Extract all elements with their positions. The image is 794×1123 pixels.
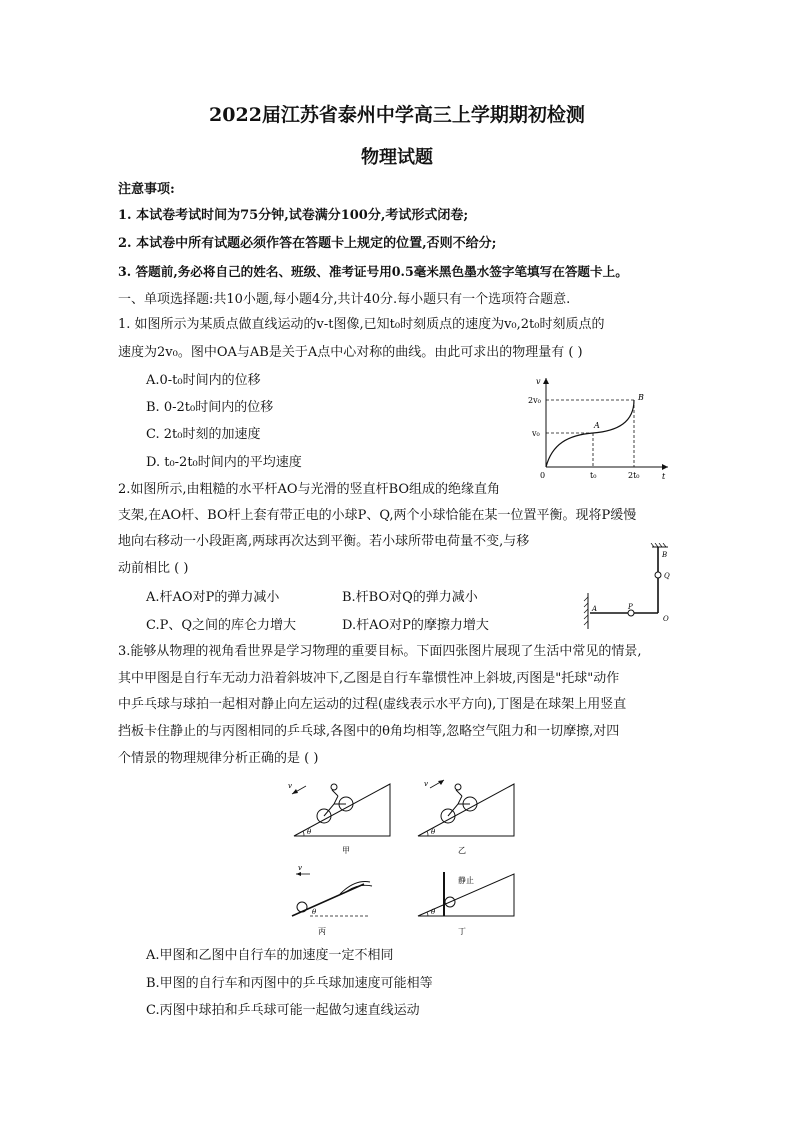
label-p: P — [628, 603, 633, 611]
t-axis-label: t — [662, 472, 666, 480]
notice-item: 1. 本试卷考试时间为75分钟,试卷满分100分,考试形式闭卷; — [118, 208, 469, 223]
v-axis-label: v — [536, 377, 541, 386]
question-1-option-a: A.0-t₀时间内的位移 — [146, 373, 261, 388]
question-3-line: 挡板卡住静止的与丙图相同的乒乓球,各图中的θ角均相等,忽略空气阻力和一切摩擦,对四 — [118, 724, 620, 739]
theta-label: θ — [312, 908, 317, 916]
question-2-option-d: D.杆AO对P的摩擦力增大 — [342, 618, 489, 633]
theta-label: θ — [431, 908, 436, 916]
question-2-line: 2.如图所示,由粗糙的水平杆AO与光滑的竖直杆BO组成的绝缘直角 — [118, 482, 501, 497]
question-1-line: 1. 如图所示为某质点做直线运动的v-t图像,已知t₀时刻质点的速度为v₀,2t₀时刻质点的 — [118, 317, 605, 332]
rod-frame-figure — [576, 543, 676, 631]
point-a-label: A — [594, 421, 600, 430]
section-heading: 一、单项选择题:共10小题,每小题4分,共计40分.每小题只有一个选项符合题意. — [118, 292, 571, 307]
question-1-line: 速度为2v₀。图中OA与AB是关于A点中心对称的曲线。由此可求出的物理量有 ( ) — [118, 345, 583, 360]
scene-bing — [292, 864, 372, 936]
notice-item: 3. 答题前,务必将自己的姓名、班级、准考证号用0.5毫米黑色墨水签字笔填写在答题卡上。 — [118, 264, 628, 279]
question-2-line: 支架,在AO杆、BO杆上套有带正电的小球P、Q,两个小球恰能在某一位置平衡。现将P缓慢 — [118, 508, 637, 523]
question-2-line: 动前相比 ( ) — [118, 561, 189, 576]
caption-ding: 丁 — [458, 927, 466, 936]
question-2-option-a: A.杆AO对P的弹力减小 — [146, 590, 280, 605]
x-tick-label: t₀ — [590, 471, 597, 480]
question-3-option-a: A.甲图和乙图中自行车的加速度一定不相同 — [146, 948, 394, 963]
point-b-label: B — [638, 393, 644, 402]
velocity-label: v — [298, 864, 302, 872]
question-3-line: 3.能够从物理的视角看世界是学习物理的重要目标。下面四张图片展现了生活中常见的情景, — [118, 644, 642, 659]
label-q: Q — [664, 572, 670, 580]
label-o: O — [663, 615, 669, 623]
question-3-line: 个情景的物理规律分析正确的是 ( ) — [118, 751, 319, 766]
question-3-line: 中乒乓球与球拍一起相对静止向左运动的过程(虚线表示水平方向),丁图是在球架上用竖直 — [118, 697, 627, 712]
y-tick-label: v₀ — [532, 429, 540, 438]
question-1-option-c: C. 2t₀时刻的加速度 — [146, 427, 261, 442]
caption-yi: 乙 — [458, 846, 466, 855]
scene-ding — [418, 872, 514, 936]
question-2-option-c: C.P、Q之间的库仑力增大 — [146, 618, 297, 633]
theta-label: θ — [431, 828, 436, 836]
y-tick-label: 2v₀ — [528, 396, 541, 405]
label-a: A — [592, 605, 598, 613]
x-tick-label: 2t₀ — [628, 471, 640, 480]
label-b: B — [662, 551, 668, 559]
question-1-option-d: D. t₀-2t₀时间内的平均速度 — [146, 455, 302, 470]
page-subtitle: 物理试题 — [361, 147, 433, 168]
question-1-option-b: B. 0-2t₀时间内的位移 — [146, 400, 274, 415]
vt-graph-figure — [528, 372, 678, 480]
caption-bing: 丙 — [318, 927, 326, 936]
question-2-line: 地向右移动一小段距离,两球再次达到平衡。若小球所带电荷量不变,与移 — [118, 534, 530, 549]
velocity-label: v — [288, 782, 292, 790]
four-scenes-figure — [280, 776, 520, 940]
origin-label: 0 — [540, 471, 546, 480]
rest-label: 静止 — [458, 876, 474, 885]
page-title: 2022届江苏省泰州中学高三上学期期初检测 — [209, 104, 585, 126]
caption-jia: 甲 — [342, 846, 350, 855]
question-2-option-b: B.杆BO对Q的弹力减小 — [342, 590, 478, 605]
question-3-line: 其中甲图是自行车无动力沿着斜坡冲下,乙图是自行车靠惯性冲上斜坡,丙图是"托球"动作 — [118, 671, 620, 686]
question-3-option-c: C.丙图中球拍和乒乓球可能一起做匀速直线运动 — [146, 1003, 420, 1018]
notice-item: 2. 本试卷中所有试题必须作答在答题卡上规定的位置,否则不给分; — [118, 236, 497, 251]
question-3-option-b: B.甲图的自行车和丙图中的乒乓球加速度可能相等 — [146, 976, 433, 991]
theta-label: θ — [307, 828, 312, 836]
scene-yi — [418, 780, 514, 855]
notice-heading: 注意事项: — [118, 182, 175, 197]
scene-jia — [288, 782, 390, 855]
velocity-label: v — [424, 780, 428, 788]
